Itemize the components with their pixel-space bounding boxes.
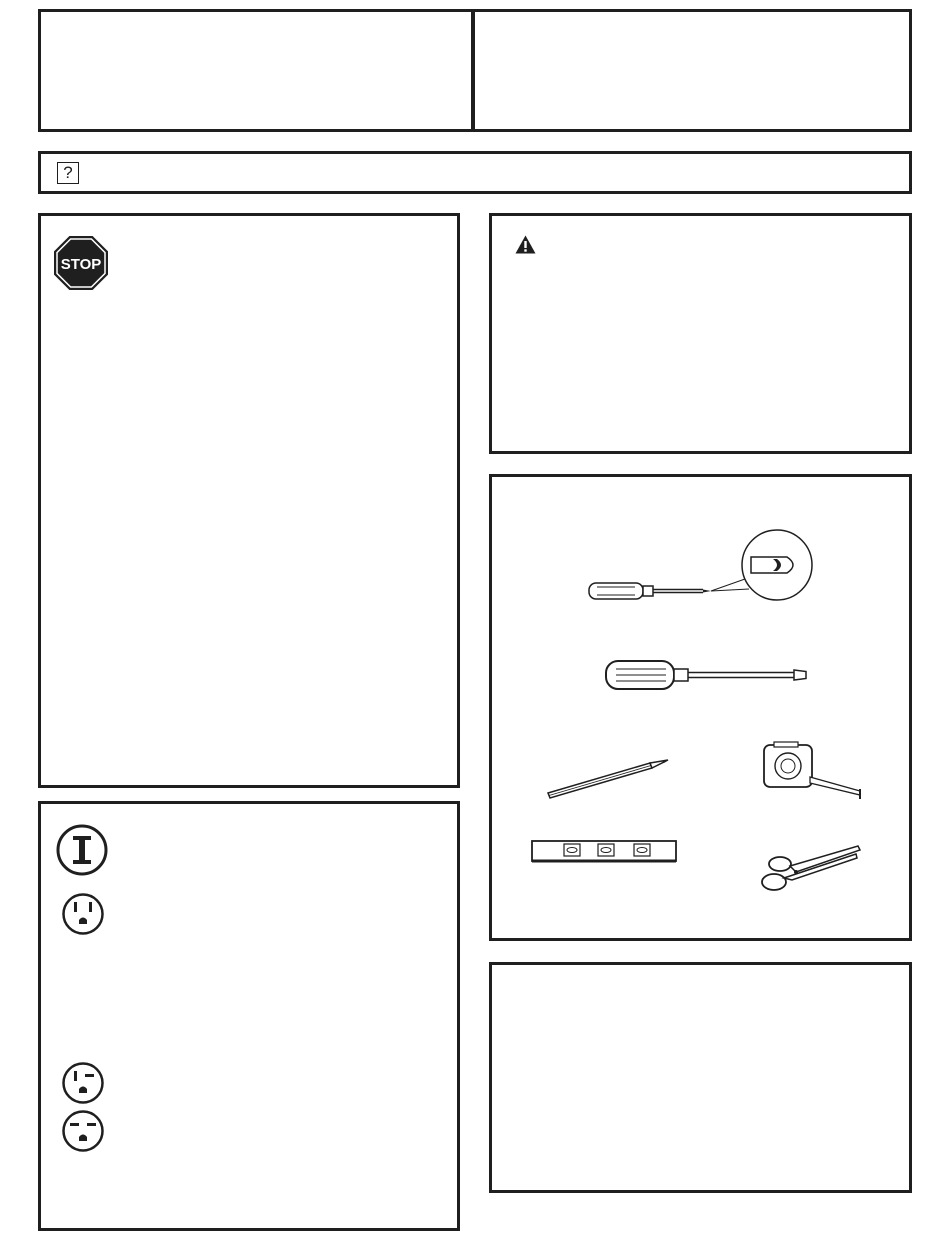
header-right-box [471,9,912,132]
three-prong-outlet-icon [61,892,105,936]
question-mark-icon: ? [57,162,79,184]
pencil-icon [544,757,674,802]
header-left-box [38,9,475,132]
stop-label: STOP [60,256,102,273]
warning-triangle-icon [515,235,536,254]
question-bar [38,151,912,194]
stop-sign-icon [53,235,109,291]
scissors-icon [756,842,866,902]
flat-blade-screwdriver-icon [604,657,809,697]
stop-panel [38,213,460,788]
dual-t-slot-outlet-icon [61,1109,105,1153]
outlet-panel [38,801,460,1231]
t-slot-outlet-icon [61,1061,105,1105]
important-info-icon [55,823,109,877]
warning-panel [489,213,912,454]
bottom-right-panel [489,962,912,1193]
tape-measure-icon [760,739,870,804]
tools-panel [489,474,912,941]
level-icon [530,833,680,873]
phillips-screwdriver-icon [587,527,817,607]
